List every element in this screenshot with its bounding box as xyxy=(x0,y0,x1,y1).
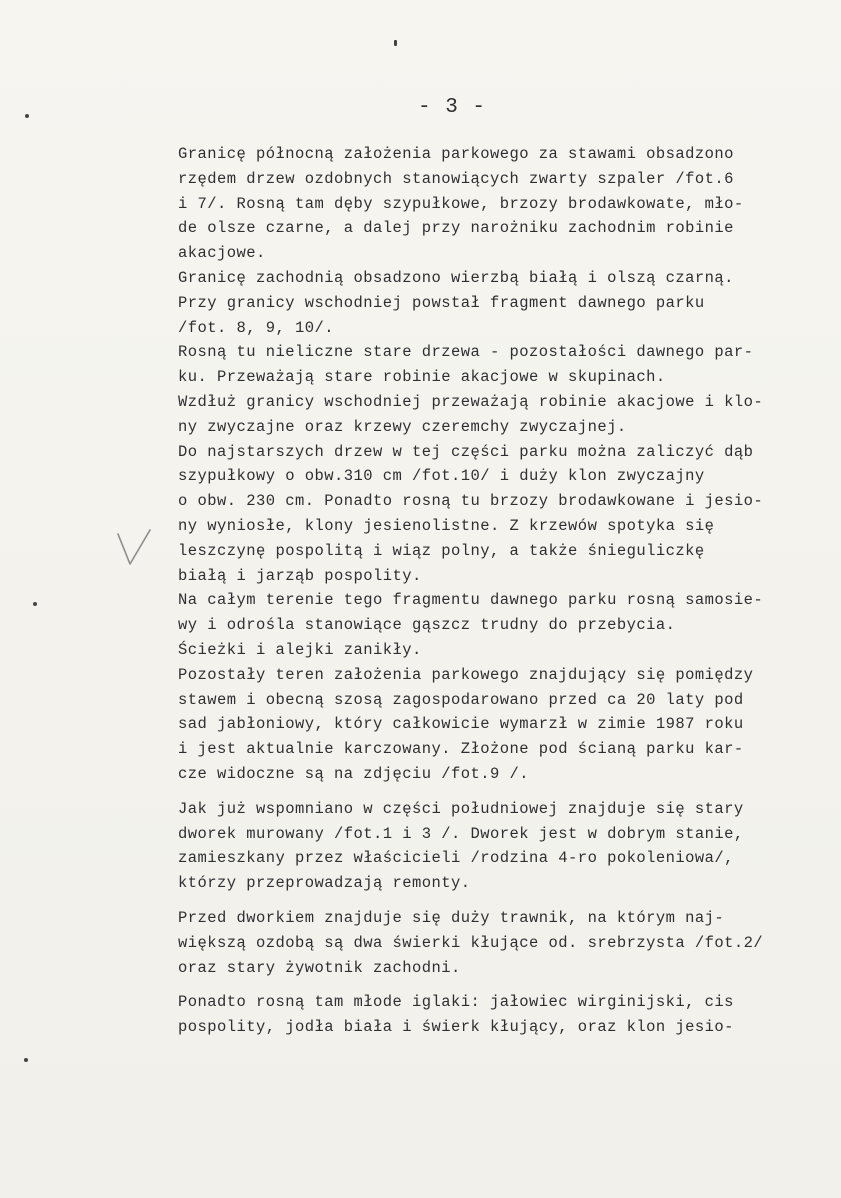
text-line: którzy przeprowadzają remonty. xyxy=(178,874,471,893)
text-line: leszczynę pospolitą i wiąz polny, a także śnieguliczkę xyxy=(178,541,705,560)
text-line: Wzdłuż granicy wschodniej przeważają robinie akacjowe i klo- xyxy=(178,392,764,411)
body-text xyxy=(178,142,818,1040)
text-line: sad jabłoniowy, który całkowicie wymarzł w zimie 1987 roku xyxy=(178,715,744,734)
text-line: większą ozdobą są dwa świerki kłujące od. srebrzysta /fot.2/ xyxy=(178,933,764,952)
paragraph-gap xyxy=(178,980,818,990)
text-line: i jest aktualnie karczowany. Złożone pod ścianą parku kar- xyxy=(178,740,744,759)
text-line: o obw. 230 cm. Ponadto rosną tu brzozy brodawkowane i jesio- xyxy=(178,492,764,511)
paragraph-gap xyxy=(178,896,818,906)
paragraph-gap xyxy=(178,787,818,797)
pencil-check-mark xyxy=(116,528,152,572)
text-line: Pozostały teren założenia parkowego znajdujący się pomiędzy xyxy=(178,665,754,684)
text-line: Jak już wspomniano w części południowej znajduje się stary xyxy=(178,799,744,818)
margin-mark xyxy=(33,602,37,606)
text-line: de olsze czarne, a dalej przy narożniku zachodnim robinie xyxy=(178,219,734,238)
text-line: ku. Przeważają stare robinie akacjowe w skupinach. xyxy=(178,368,666,387)
text-line: Granicę zachodnią obsadzono wierzbą białą i olszą czarną. xyxy=(178,268,734,287)
text-line: dworek murowany /fot.1 i 3 /. Dworek jest w dobrym stanie, xyxy=(178,824,744,843)
text-line: zamieszkany przez właścicieli /rodzina 4-ro pokoleniowa/, xyxy=(178,849,734,868)
text-line: cze widoczne są na zdjęciu /fot.9 /. xyxy=(178,764,530,783)
text-line: Przy granicy wschodniej powstał fragment dawnego parku xyxy=(178,293,705,312)
text-line: Na całym terenie tego fragmentu dawnego parku rosną samosie- xyxy=(178,591,764,610)
text-line: i 7/. Rosną tam dęby szypułkowe, brzozy brodawkowate, mło- xyxy=(178,194,744,213)
text-line: białą i jarząb pospolity. xyxy=(178,566,422,585)
text-line: Rosną tu nieliczne stare drzewa - pozostałości dawnego par- xyxy=(178,343,754,362)
text-line: stawem i obecną szosą zagospodarowano przed ca 20 laty pod xyxy=(178,690,744,709)
text-line: rzędem drzew ozdobnych stanowiących zwarty szpaler /fot.6 xyxy=(178,169,734,188)
text-line: akacjowe. xyxy=(178,244,266,263)
margin-mark xyxy=(24,1058,28,1062)
text-line: Ścieżki i alejki zanikły. xyxy=(178,640,422,659)
text-line: ny wyniosłe, klony jesienolistne. Z krzewów spotyka się xyxy=(178,516,715,535)
text-line: Ponadto rosną tam młode iglaki: jałowiec wirginijski, cis xyxy=(178,993,734,1012)
text-line: pospolity, jodła biała i świerk kłujący, oraz klon jesio- xyxy=(178,1018,734,1037)
margin-mark xyxy=(25,114,29,118)
text-line: Granicę północną założenia parkowego za stawami obsadzono xyxy=(178,145,734,163)
margin-mark xyxy=(394,40,397,46)
text-line: Przed dworkiem znajduje się duży trawnik, na którym naj- xyxy=(178,908,725,927)
text-line: /fot. 8, 9, 10/. xyxy=(178,318,335,337)
text-line: ny zwyczajne oraz krzewy czeremchy zwyczajnej. xyxy=(178,417,627,436)
text-line: Do najstarszych drzew w tej części parku można zaliczyć dąb xyxy=(178,442,754,461)
text-line: wy i odrośla stanowiące gąszcz trudny do przebycia. xyxy=(178,616,676,635)
page-number: - 3 - xyxy=(418,96,487,119)
text-line: szypułkowy o obw.310 cm /fot.10/ i duży klon zwyczajny xyxy=(178,467,705,486)
text-line: oraz stary żywotnik zachodni. xyxy=(178,958,461,977)
